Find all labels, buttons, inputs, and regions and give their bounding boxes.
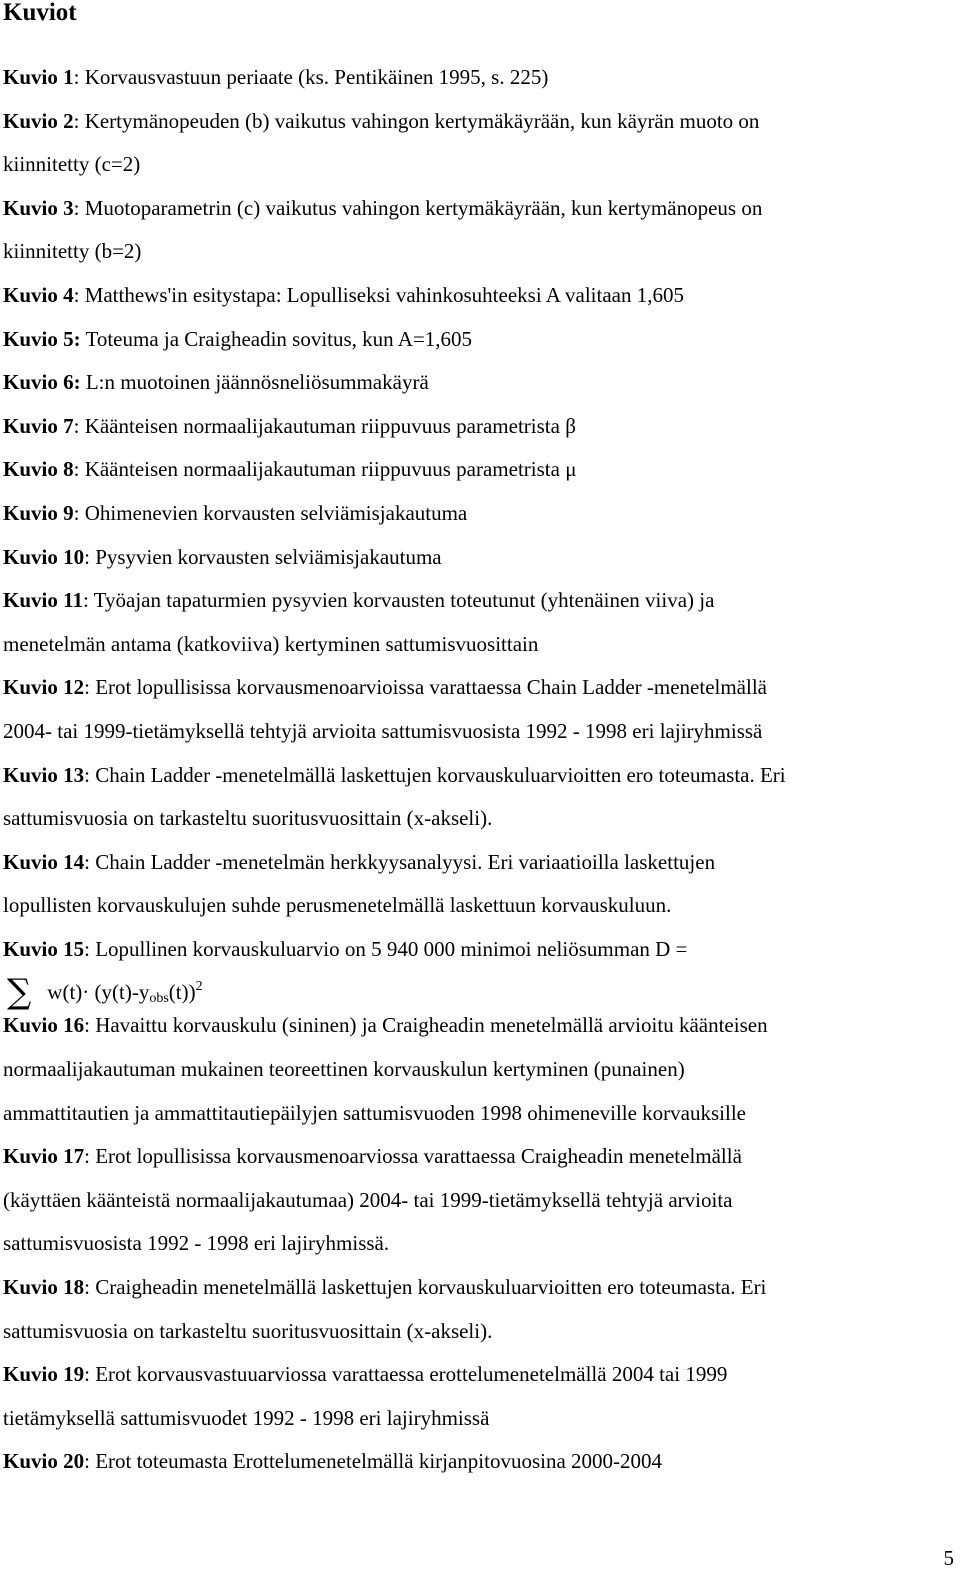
caption-text: : Erot toteumasta Erottelumenetelmällä kirjanpitovuosina 2000-2004 xyxy=(84,1449,663,1474)
figure-caption-list xyxy=(3,56,949,1484)
caption-label: Kuvio 19 xyxy=(3,1362,85,1387)
figure-caption-17 xyxy=(3,1135,949,1266)
figure-caption-9 xyxy=(3,492,949,536)
caption-text: : Käänteisen normaalijakautuman riippuvuus parametrista μ xyxy=(73,457,577,482)
multiplication-dot: · xyxy=(82,980,90,1005)
caption-text: : Erot lopullisissa korvausmenoarvioissa varattaessa Chain Ladder -menetelmällä xyxy=(84,675,767,700)
figure-caption-2 xyxy=(3,100,949,187)
page-number: 5 xyxy=(943,1546,954,1570)
caption-text: : Havaittu korvauskulu (sininen) ja Craigheadin menetelmällä arvioitu käänteisen xyxy=(84,1013,768,1038)
caption-text-continued: sattumisvuosia on tarkasteltu suoritusvuosittain (x-akseli). xyxy=(3,1318,493,1343)
caption-text-continued: kiinnitetty (c=2) xyxy=(3,152,141,177)
caption-text-continued: sattumisvuosista 1992 - 1998 eri lajiryhmissä. xyxy=(3,1231,390,1256)
figure-caption-19 xyxy=(3,1353,949,1440)
figure-caption-20 xyxy=(3,1440,949,1484)
figure-caption-12 xyxy=(3,666,949,753)
figure-caption-10 xyxy=(3,536,949,580)
figure-caption-11 xyxy=(3,579,949,666)
figure-caption-16 xyxy=(3,1004,949,1135)
caption-text: : Chain Ladder -menetelmän herkkyysanalyysi. Eri variaatioilla laskettujen xyxy=(84,849,716,874)
figure-caption-15 xyxy=(3,928,949,1013)
caption-text: L:n muotoinen jäännösneliösummakäyrä xyxy=(80,370,429,395)
caption-text: : Pysyvien korvausten selviämisjakautuma xyxy=(84,544,442,569)
formula-exponent: 2 xyxy=(195,979,203,995)
caption-label: Kuvio 4 xyxy=(3,282,74,307)
caption-text-continued: kiinnitetty (b=2) xyxy=(3,239,142,264)
caption-text-continued: ammattitautien ja ammattitautiepäilyjen sattumisvuoden 1998 ohimeneville korvauksille xyxy=(3,1100,746,1125)
caption-text: : Työajan tapaturmien pysyvien korvausten toteutunut (yhtenäinen viiva) ja xyxy=(82,588,715,613)
caption-text: : Käänteisen normaalijakautuman riippuvuus parametrista β xyxy=(73,413,576,438)
figure-caption-4 xyxy=(3,274,949,318)
caption-label: Kuvio 20 xyxy=(3,1449,85,1474)
formula-weight-term: w(t) xyxy=(47,980,83,1005)
formula-subscript: obs xyxy=(149,991,169,1007)
caption-label: Kuvio 6: xyxy=(3,370,81,395)
figure-caption-6 xyxy=(3,361,949,405)
figure-caption-1 xyxy=(3,56,949,100)
sum-formula xyxy=(3,971,949,1013)
caption-label: Kuvio 18 xyxy=(3,1275,85,1300)
caption-text-continued: 2004- tai 1999-tietämyksellä tehtyjä arvioita sattumisvuosista 1992 - 1998 eri lajiryhmissä xyxy=(3,718,763,743)
caption-text: Toteuma ja Craigheadin sovitus, kun A=1,605 xyxy=(80,326,473,351)
caption-text: : Chain Ladder -menetelmällä laskettujen korvauskuluarvioitten ero toteumasta. Eri xyxy=(84,762,786,787)
caption-text-continued: normaalijakautuman mukainen teoreettinen korvauskulun kertyminen (punainen) xyxy=(3,1057,685,1082)
caption-text: : Lopullinen korvauskuluarvio on 5 940 000 minimoi neliösumman D = xyxy=(84,936,688,961)
caption-label: Kuvio 15 xyxy=(3,936,85,961)
sum-symbol: ∑ xyxy=(7,972,32,1013)
caption-text-continued: menetelmän antama (katkoviiva) kertyminen sattumisvuosittain xyxy=(3,631,539,656)
caption-text: : Kertymänopeuden (b) vaikutus vahingon kertymäkäyrään, kun käyrän muoto on xyxy=(73,108,760,133)
caption-text: : Erot korvausvastuuarviossa varattaessa erottelumenetelmällä 2004 tai 1999 xyxy=(84,1362,728,1387)
caption-label: Kuvio 1 xyxy=(3,65,74,89)
figure-caption-18 xyxy=(3,1266,949,1353)
caption-text: : Korvausvastuun periaate (ks. Pentikäinen 1995, s. 225) xyxy=(73,65,549,89)
caption-label: Kuvio 17 xyxy=(3,1144,85,1169)
figure-caption-3 xyxy=(3,187,949,274)
caption-text-continued: tietämyksellä sattumisvuodet 1992 - 1998 eri lajiryhmissä xyxy=(3,1405,490,1430)
caption-label: Kuvio 12 xyxy=(3,675,85,700)
figure-caption-8 xyxy=(3,448,949,492)
caption-text: : Matthews'in esitystapa: Lopulliseksi vahinkosuhteeksi A valitaan 1,605 xyxy=(73,282,684,307)
figure-caption-13 xyxy=(3,754,949,841)
page-title: Kuviot xyxy=(3,0,77,26)
figure-caption-7 xyxy=(3,405,949,449)
caption-text: : Craigheadin menetelmällä laskettujen korvauskuluarvioitten ero toteumasta. Eri xyxy=(84,1275,767,1300)
caption-text: : Muotoparametrin (c) vaikutus vahingon kertymäkäyrään, kun kertymänopeus on xyxy=(73,195,763,220)
caption-text-continued: (käyttäen käänteistä normaalijakautumaa) 2004- tai 1999-tietämyksellä tehtyjä arvioita xyxy=(3,1187,733,1212)
caption-label: Kuvio 10 xyxy=(3,544,85,569)
caption-label: Kuvio 5: xyxy=(3,326,81,351)
caption-label: Kuvio 8 xyxy=(3,457,74,482)
caption-text-continued: lopullisten korvauskulujen suhde perusmenetelmällä laskettuun korvauskuluun. xyxy=(3,893,672,918)
caption-label: Kuvio 7 xyxy=(3,413,74,438)
caption-text: : Erot lopullisissa korvausmenoarviossa varattaessa Craigheadin menetelmällä xyxy=(84,1144,742,1169)
caption-label: Kuvio 3 xyxy=(3,195,74,220)
caption-label: Kuvio 13 xyxy=(3,762,85,787)
formula-residual-term-end: (t)) xyxy=(168,980,196,1005)
figure-caption-5 xyxy=(3,318,949,362)
caption-text: : Ohimenevien korvausten selviämisjakautuma xyxy=(73,500,468,525)
formula-residual-term: (y(t)-y xyxy=(94,980,150,1005)
figure-caption-14 xyxy=(3,841,949,928)
caption-label: Kuvio 14 xyxy=(3,849,85,874)
caption-label: Kuvio 16 xyxy=(3,1013,85,1038)
caption-label: Kuvio 2 xyxy=(3,108,74,133)
caption-label: Kuvio 9 xyxy=(3,500,74,525)
caption-text-continued: sattumisvuosia on tarkasteltu suoritusvuosittain (x-akseli). xyxy=(3,806,493,831)
caption-label: Kuvio 11 xyxy=(3,588,83,613)
